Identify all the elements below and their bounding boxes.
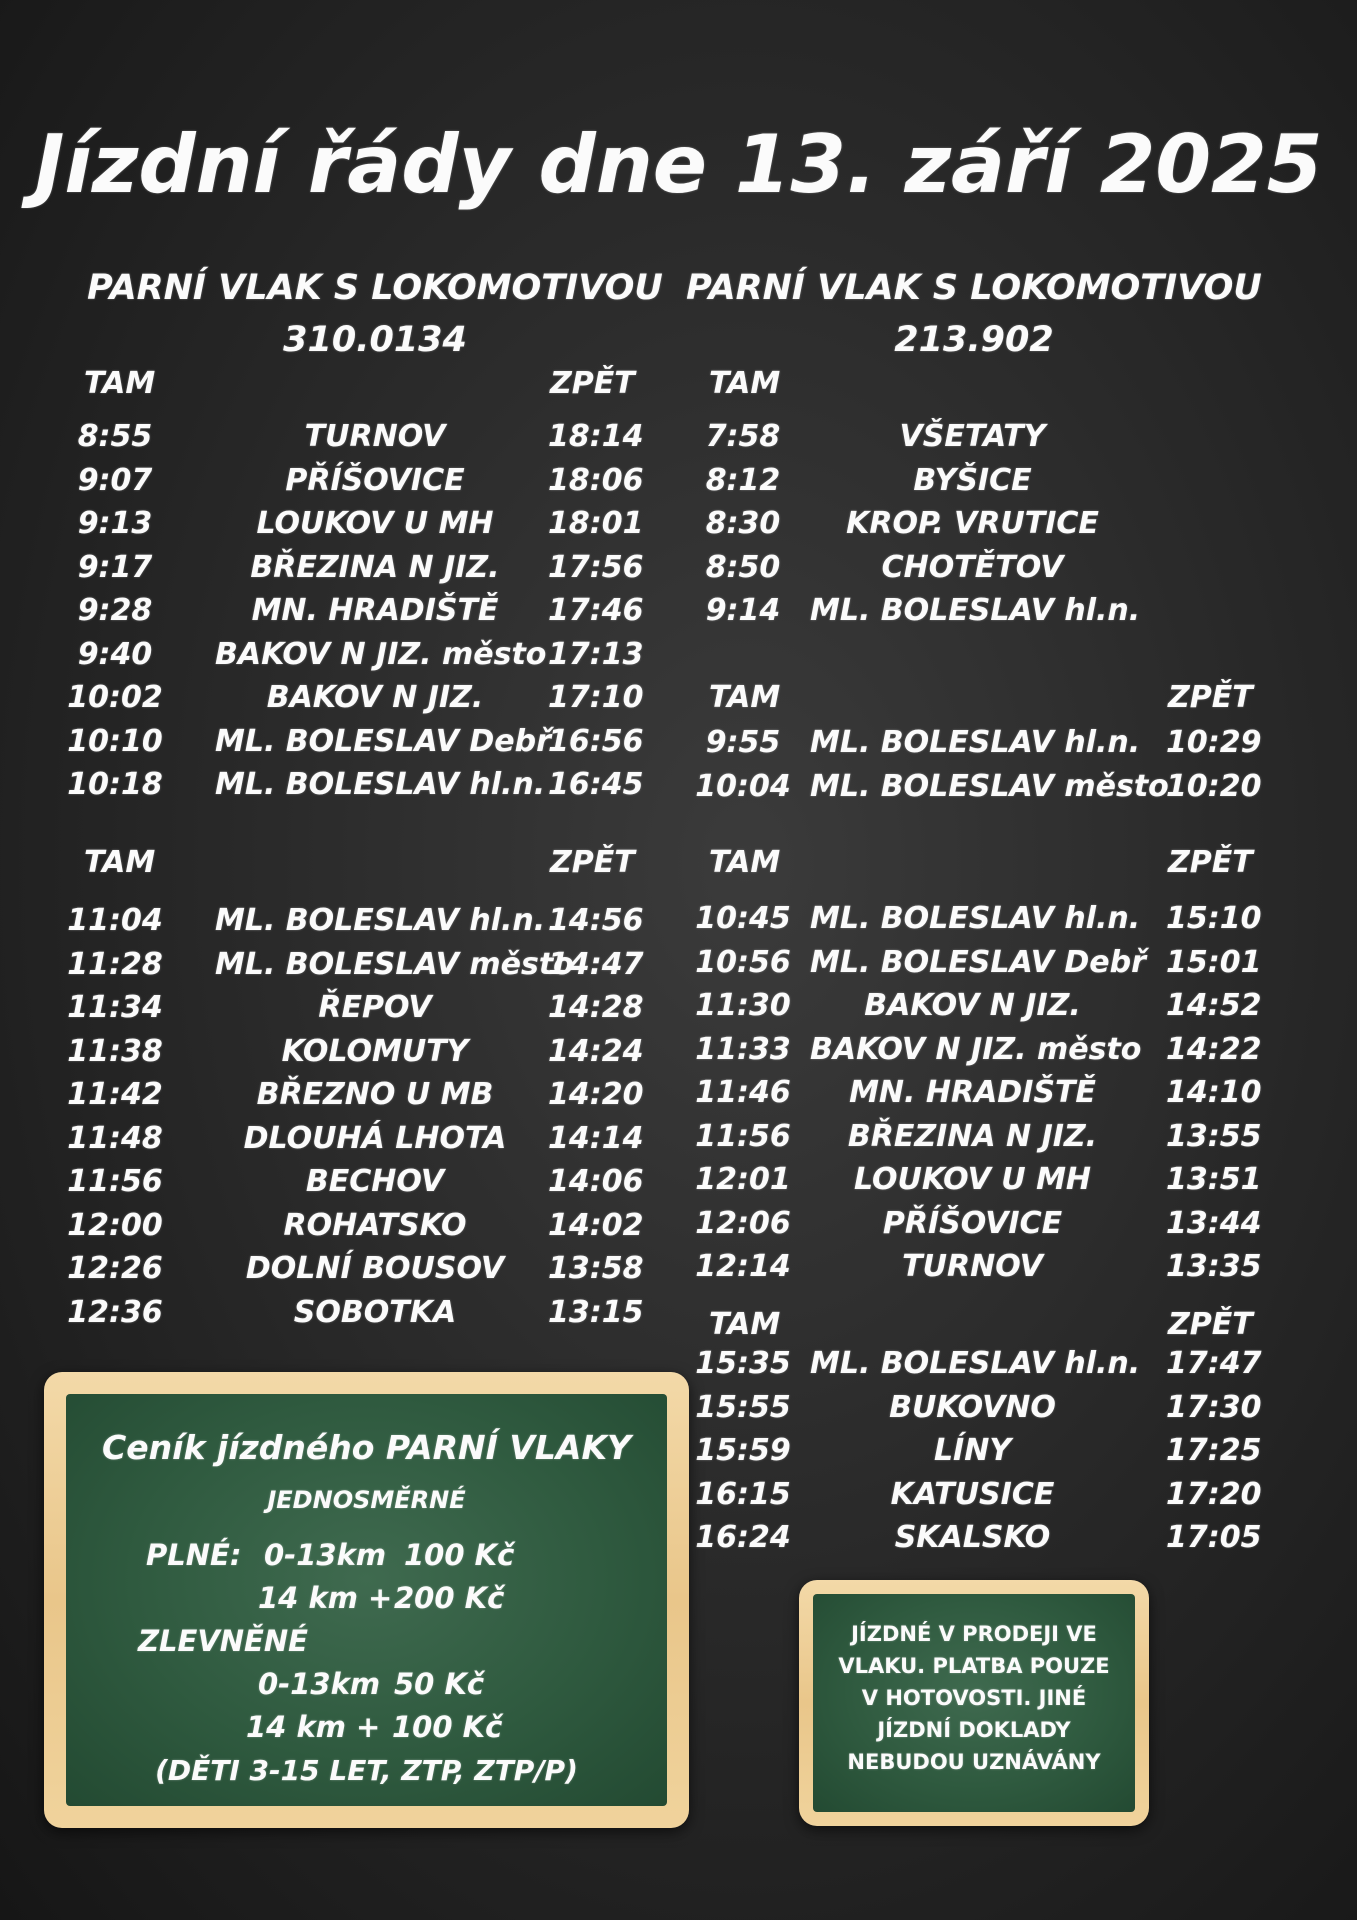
timetable-row bbox=[0, 1029, 1357, 1071]
return-time: 14:24 bbox=[548, 1033, 644, 1069]
departure-time: 11:48 bbox=[67, 1120, 163, 1156]
train1-block1-zpet-header: ZPĚT bbox=[550, 366, 635, 401]
timetable-row bbox=[0, 1116, 1357, 1158]
pricing-full-price1: 100 Kč bbox=[404, 1538, 515, 1572]
pricing-title: Ceník jízdného PARNÍ VLAKY bbox=[102, 1428, 631, 1467]
departure-time: 12:26 bbox=[67, 1251, 163, 1286]
departure-time: 11:56 bbox=[695, 1118, 791, 1154]
departure-time: 10:10 bbox=[67, 723, 163, 759]
train2-block4-zpet-header: ZPĚT bbox=[1168, 1307, 1253, 1342]
station-name: MN. HRADIŠTĚ bbox=[849, 1075, 1096, 1110]
departure-time: 16:15 bbox=[695, 1476, 791, 1512]
notice-line: JÍZDNÉ V PRODEJI VE bbox=[851, 1622, 1097, 1646]
return-time: 16:56 bbox=[548, 723, 644, 759]
station-name: BUKOVNO bbox=[889, 1389, 1056, 1425]
return-time: 14:10 bbox=[1166, 1075, 1262, 1110]
departure-time: 16:24 bbox=[695, 1520, 791, 1555]
timetable-row bbox=[0, 547, 1357, 589]
return-time: 14:22 bbox=[1166, 1031, 1262, 1067]
return-time: 17:56 bbox=[548, 549, 644, 585]
return-time: 13:15 bbox=[548, 1294, 644, 1330]
station-name: PŘÍŠOVICE bbox=[285, 462, 465, 498]
return-time: 14:28 bbox=[548, 990, 644, 1025]
train1-block1-tam-header: TAM bbox=[84, 366, 156, 401]
departure-time: 12:36 bbox=[67, 1294, 163, 1330]
return-time: 16:45 bbox=[548, 767, 644, 802]
departure-time: 10:45 bbox=[695, 901, 791, 936]
pricing-reduced-label: ZLEVNĚNÉ bbox=[138, 1624, 308, 1658]
station-name: BAKOV N JIZ. město bbox=[810, 1031, 1142, 1067]
station-name: DLOUHÁ LHOTA bbox=[243, 1120, 507, 1156]
return-time: 18:01 bbox=[548, 506, 644, 541]
return-time: 15:10 bbox=[1166, 901, 1262, 936]
station-name: BŘEZNO U MB bbox=[256, 1077, 494, 1112]
return-time: 14:56 bbox=[548, 903, 644, 938]
timetable-row bbox=[0, 1203, 1357, 1245]
departure-time: 9:13 bbox=[77, 506, 153, 541]
departure-time: 8:50 bbox=[705, 549, 781, 585]
station-name: MN. HRADIŠTĚ bbox=[251, 593, 499, 628]
station-name: LÍNY bbox=[933, 1433, 1012, 1468]
station-name: KOLOMUTY bbox=[281, 1033, 469, 1069]
train2-heading-line2: 213.902 bbox=[894, 320, 1054, 360]
notice-line: NEBUDOU UZNÁVÁNY bbox=[847, 1750, 1101, 1774]
return-time: 13:55 bbox=[1166, 1118, 1262, 1154]
departure-time: 9:55 bbox=[705, 725, 781, 760]
departure-time: 7:58 bbox=[705, 419, 781, 454]
station-name: PŘÍŠOVICE bbox=[882, 1205, 1063, 1241]
station-name: ML. BOLESLAV hl.n. bbox=[810, 901, 1141, 936]
return-time: 10:20 bbox=[1166, 768, 1262, 804]
pricing-reduced-price1: 50 Kč bbox=[394, 1667, 485, 1701]
return-time: 17:10 bbox=[548, 680, 644, 715]
station-name: TURNOV bbox=[304, 419, 446, 454]
pricing-reduced-range2: 14 km + bbox=[246, 1710, 381, 1744]
return-time: 14:20 bbox=[548, 1077, 644, 1112]
train2-block3-zpet-header: ZPĚT bbox=[1168, 845, 1253, 880]
return-time: 14:47 bbox=[548, 946, 644, 982]
return-time: 17:05 bbox=[1166, 1520, 1262, 1555]
station-name: ML. BOLESLAV hl.n. bbox=[810, 593, 1141, 628]
station-name: SOBOTKA bbox=[293, 1294, 457, 1330]
return-time: 17:25 bbox=[1166, 1433, 1262, 1468]
pricing-full-price2: 200 Kč bbox=[394, 1581, 505, 1615]
train2-block2-zpet-header: ZPĚT bbox=[1168, 680, 1253, 715]
station-name: ML. BOLESLAV Debř bbox=[215, 723, 551, 759]
return-time: 18:06 bbox=[548, 462, 644, 498]
notice-line: V HOTOVOSTI. JINÉ bbox=[861, 1686, 1087, 1710]
station-name: ML. BOLESLAV hl.n. bbox=[810, 1346, 1141, 1381]
train2-block4-tam-header: TAM bbox=[709, 1307, 781, 1342]
pricing-note: (DĚTI 3-15 LET, ZTP, ZTP/P) bbox=[155, 1754, 578, 1787]
timetable-row bbox=[0, 1159, 1357, 1201]
station-name: CHOTĚTOV bbox=[881, 549, 1064, 585]
timetable-row bbox=[0, 898, 1357, 940]
departure-time: 10:02 bbox=[67, 680, 163, 715]
station-name: TURNOV bbox=[902, 1249, 1043, 1284]
return-time: 13:35 bbox=[1166, 1249, 1262, 1284]
departure-time: 11:56 bbox=[67, 1164, 163, 1199]
timetable-row bbox=[0, 942, 1357, 984]
return-time: 17:30 bbox=[1166, 1389, 1262, 1425]
departure-time: 9:40 bbox=[77, 636, 153, 672]
notice-line: JÍZDNÍ DOKLADY bbox=[877, 1718, 1071, 1742]
pricing-full-label: PLNÉ: bbox=[146, 1538, 242, 1572]
station-name: DOLNÍ BOUSOV bbox=[245, 1251, 505, 1286]
notice-line: VLAKU. PLATBA POUZE bbox=[838, 1654, 1110, 1678]
station-name: LOUKOV U MH bbox=[853, 1162, 1092, 1197]
notice-board bbox=[799, 1580, 1149, 1826]
station-name: BŘEZINA N JIZ. bbox=[847, 1118, 1098, 1154]
departure-time: 15:35 bbox=[695, 1346, 791, 1381]
timetable-row bbox=[0, 634, 1357, 676]
departure-time: 9:14 bbox=[705, 593, 781, 628]
train2-block3-tam-header: TAM bbox=[709, 845, 781, 880]
station-name: BECHOV bbox=[305, 1164, 445, 1199]
return-time: 17:46 bbox=[548, 593, 644, 628]
departure-time: 12:14 bbox=[695, 1249, 791, 1284]
return-time: 13:58 bbox=[548, 1251, 644, 1286]
train2-block1-tam-header: TAM bbox=[709, 366, 781, 401]
departure-time: 8:30 bbox=[705, 506, 781, 541]
departure-time: 11:30 bbox=[695, 988, 791, 1023]
departure-time: 11:33 bbox=[695, 1031, 791, 1067]
station-name: ML. BOLESLAV město bbox=[810, 768, 1169, 804]
station-name: LOUKOV U MH bbox=[256, 506, 494, 541]
return-time: 14:06 bbox=[548, 1164, 644, 1199]
pricing-full-range1: 0-13km bbox=[264, 1538, 387, 1572]
timetable-row bbox=[0, 985, 1357, 1027]
departure-time: 11:42 bbox=[67, 1077, 163, 1112]
departure-time: 12:00 bbox=[67, 1207, 163, 1243]
departure-time: 11:34 bbox=[67, 990, 163, 1025]
station-name: ML. BOLESLAV hl.n. bbox=[215, 767, 546, 802]
timetable-row bbox=[0, 722, 1357, 764]
train1-block2-tam-header: TAM bbox=[84, 845, 156, 880]
departure-time: 15:55 bbox=[695, 1389, 791, 1425]
timetable-row bbox=[0, 460, 1357, 502]
departure-time: 9:07 bbox=[77, 462, 153, 498]
return-time: 14:52 bbox=[1166, 988, 1262, 1023]
timetable-row bbox=[0, 1246, 1357, 1288]
train1-block2-zpet-header: ZPĚT bbox=[550, 845, 635, 880]
departure-time: 11:46 bbox=[695, 1075, 791, 1110]
timetable-row bbox=[0, 677, 1357, 719]
return-time: 13:51 bbox=[1166, 1162, 1262, 1197]
station-name: ML. BOLESLAV město bbox=[215, 946, 574, 982]
departure-time: 10:04 bbox=[695, 768, 791, 804]
return-time: 17:47 bbox=[1166, 1346, 1262, 1381]
station-name: KATUSICE bbox=[890, 1476, 1055, 1512]
timetable-row bbox=[0, 1292, 1357, 1334]
departure-time: 11:38 bbox=[67, 1033, 163, 1069]
return-time: 14:02 bbox=[548, 1207, 644, 1243]
station-name: BYŠICE bbox=[913, 462, 1032, 498]
page-title: Jízdní řády dne 13. září 2025 bbox=[34, 118, 1323, 211]
return-time: 15:01 bbox=[1166, 944, 1262, 980]
departure-time: 15:59 bbox=[695, 1433, 791, 1468]
return-time: 13:44 bbox=[1166, 1205, 1262, 1241]
station-name: BŘEZINA N JIZ. bbox=[250, 549, 500, 585]
departure-time: 9:28 bbox=[77, 593, 153, 628]
train1-heading bbox=[65, 262, 685, 366]
timetable-row bbox=[0, 416, 1357, 458]
departure-time: 11:04 bbox=[67, 903, 163, 938]
departure-time: 10:56 bbox=[695, 944, 791, 980]
timetable-row bbox=[0, 1072, 1357, 1114]
train1-heading-line2: 310.0134 bbox=[283, 320, 467, 360]
station-name: ML. BOLESLAV Debř bbox=[810, 944, 1146, 980]
departure-time: 8:12 bbox=[705, 462, 781, 498]
timetable-row bbox=[0, 590, 1357, 632]
departure-time: 12:06 bbox=[695, 1205, 791, 1241]
return-time: 17:13 bbox=[548, 636, 644, 672]
pricing-full-range2: 14 km + bbox=[258, 1581, 393, 1615]
station-name: BAKOV N JIZ. město bbox=[215, 636, 547, 672]
station-name: BAKOV N JIZ. bbox=[266, 680, 484, 715]
timetable-row bbox=[0, 766, 1357, 808]
departure-time: 12:01 bbox=[695, 1162, 791, 1197]
return-time: 17:20 bbox=[1166, 1476, 1262, 1512]
pricing-board bbox=[44, 1372, 689, 1828]
departure-time: 8:55 bbox=[77, 419, 153, 454]
notice-text bbox=[799, 1618, 1149, 1778]
train1-heading-line1: PARNÍ VLAK S LOKOMOTIVOU bbox=[87, 268, 663, 308]
timetable-row bbox=[0, 503, 1357, 545]
train2-block2-tam-header: TAM bbox=[709, 680, 781, 715]
station-name: ROHATSKO bbox=[283, 1207, 467, 1243]
return-time: 10:29 bbox=[1166, 725, 1262, 760]
station-name: ML. BOLESLAV hl.n. bbox=[215, 903, 546, 938]
pricing-reduced-range1: 0-13km bbox=[258, 1667, 381, 1701]
departure-time: 10:18 bbox=[67, 767, 163, 802]
station-name: ML. BOLESLAV hl.n. bbox=[810, 725, 1141, 760]
station-name: KROP. VRUTICE bbox=[846, 506, 1099, 541]
return-time: 18:14 bbox=[548, 419, 644, 454]
pricing-reduced-price2: 100 Kč bbox=[392, 1710, 503, 1744]
station-name: VŠETATY bbox=[899, 419, 1046, 454]
train2-heading bbox=[664, 262, 1284, 366]
pricing-subtitle: JEDNOSMĚRNÉ bbox=[267, 1486, 466, 1514]
departure-time: 9:17 bbox=[77, 549, 153, 585]
station-name: ŘEPOV bbox=[318, 990, 432, 1025]
train2-heading-line1: PARNÍ VLAK S LOKOMOTIVOU bbox=[686, 268, 1262, 308]
departure-time: 11:28 bbox=[67, 946, 163, 982]
return-time: 14:14 bbox=[548, 1120, 644, 1156]
station-name: SKALSKO bbox=[894, 1520, 1051, 1555]
station-name: BAKOV N JIZ. bbox=[864, 988, 1081, 1023]
